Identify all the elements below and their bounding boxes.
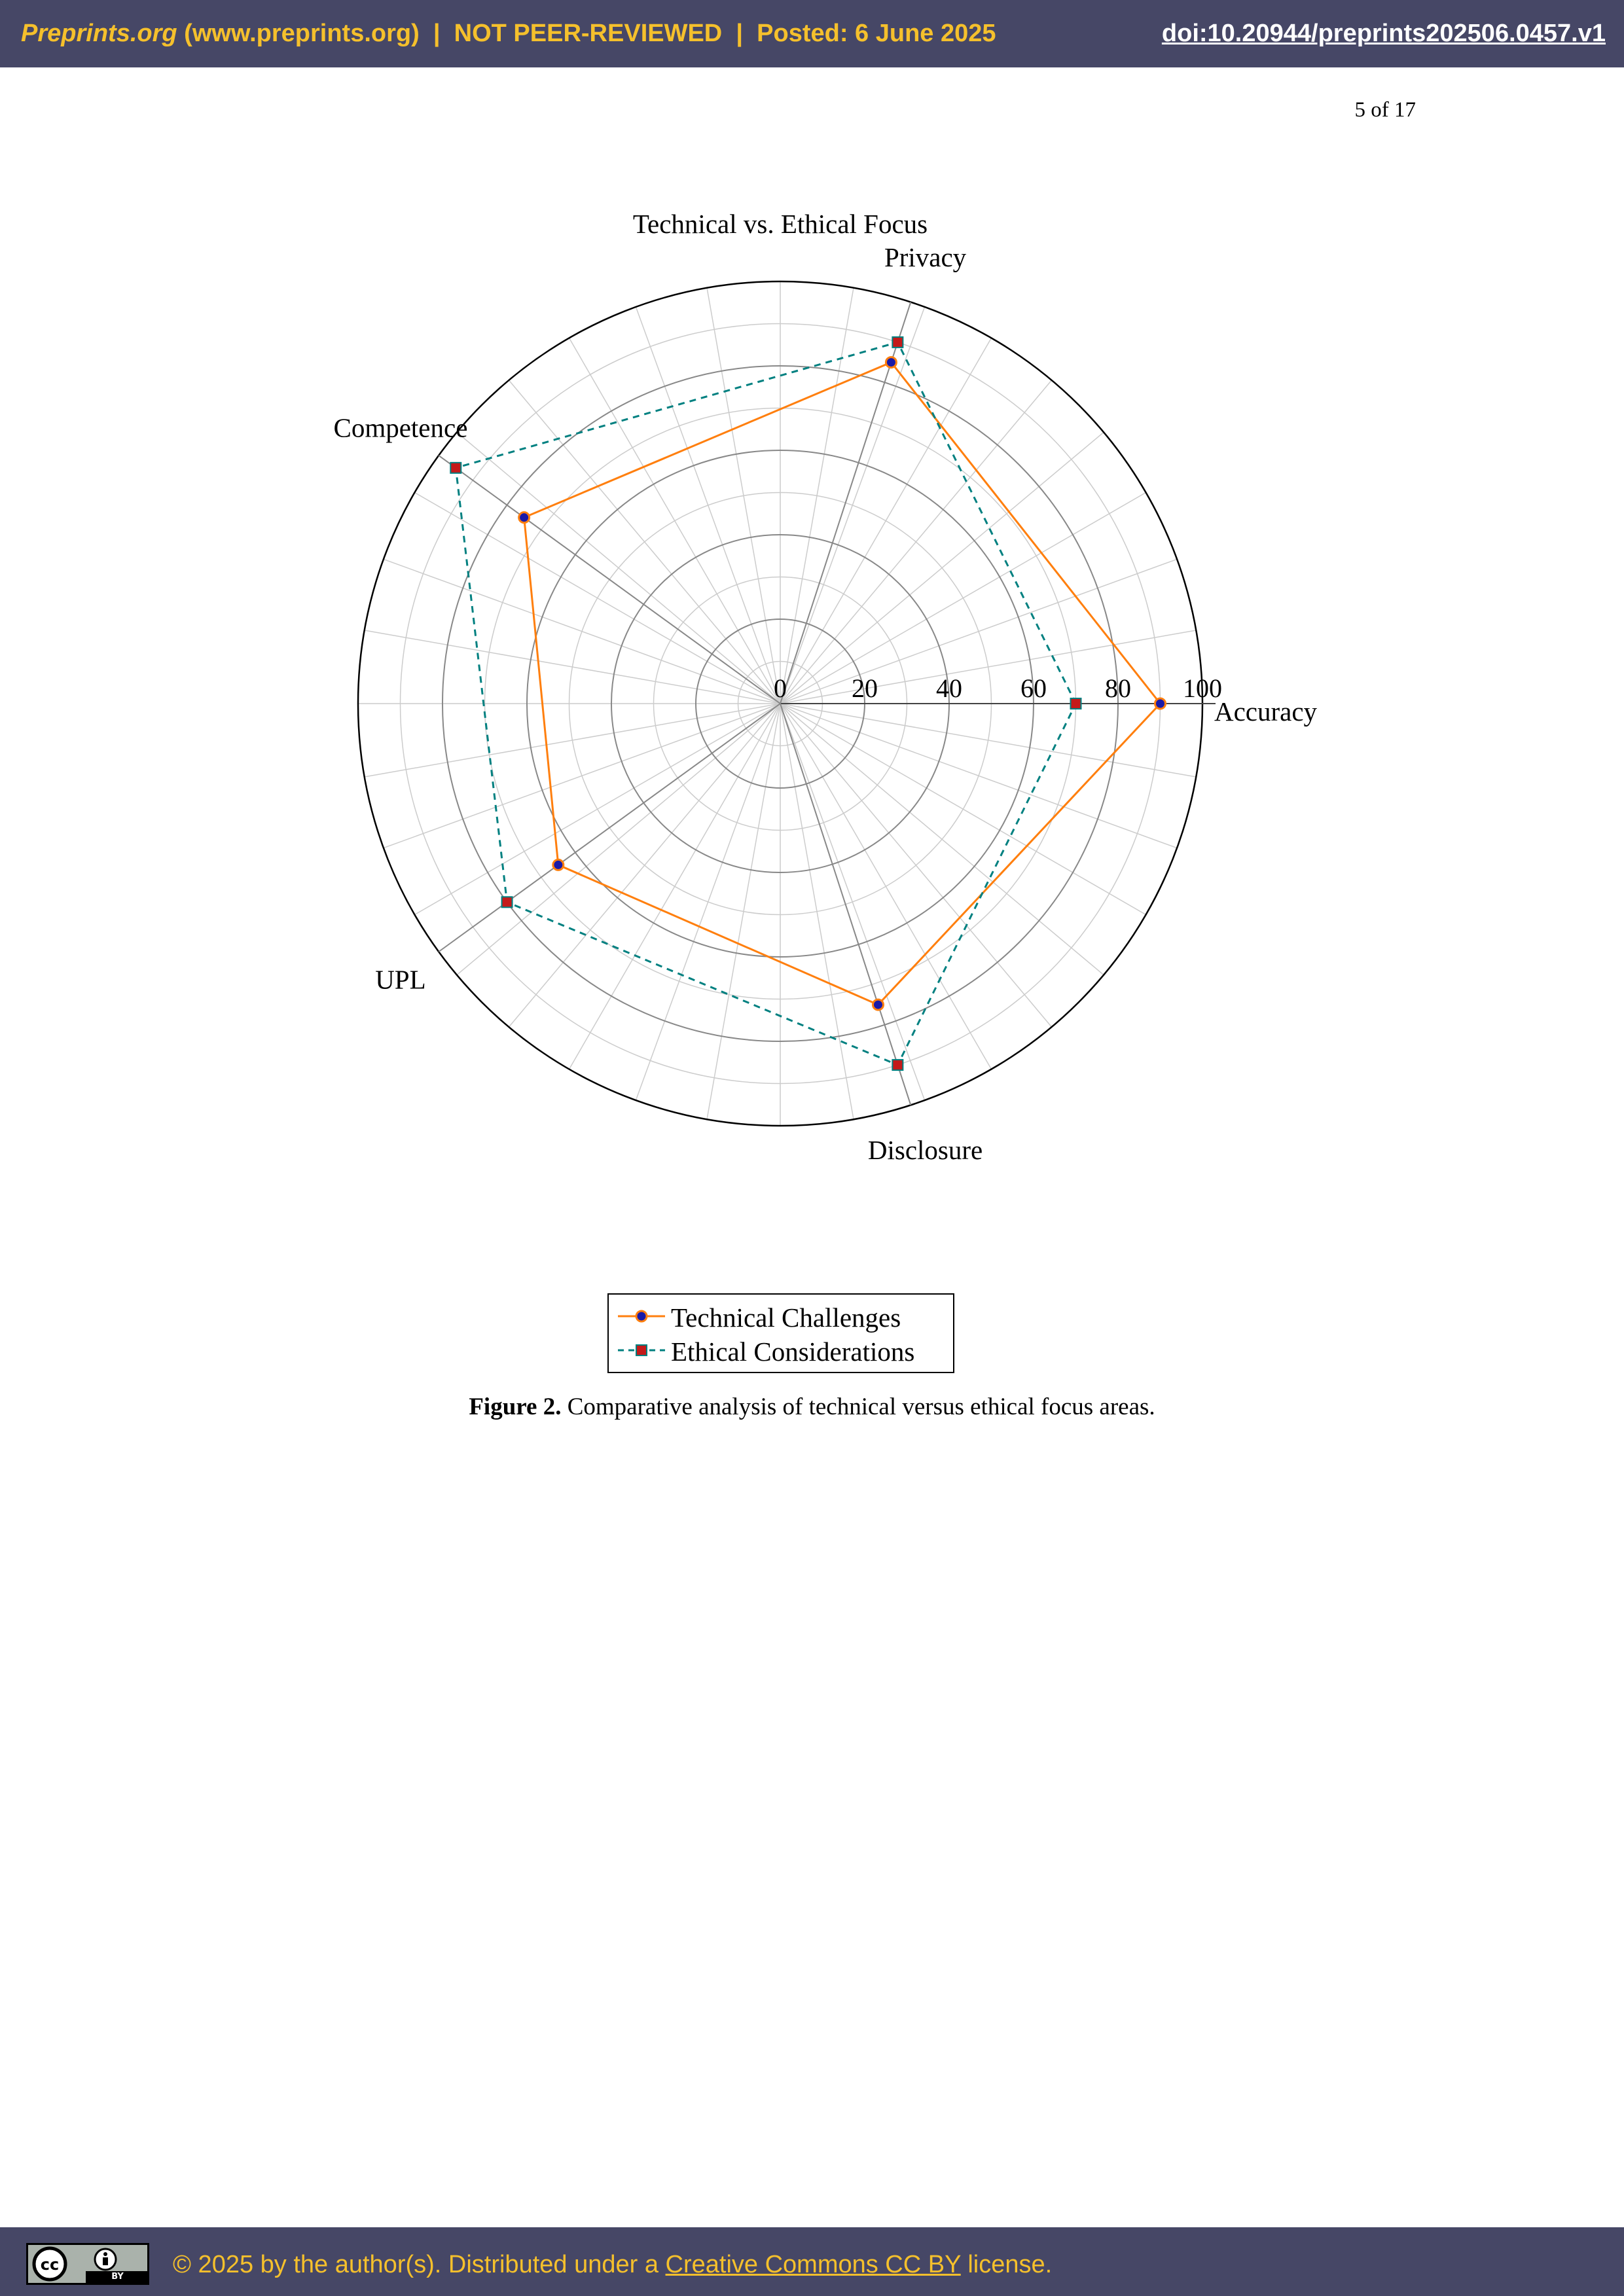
radial-tick-labels xyxy=(774,673,1222,703)
license-prefix: © 2025 by the author(s). Distributed under a xyxy=(173,2251,659,2278)
legend-entry-technical xyxy=(609,1299,953,1333)
svg-text:cc: cc xyxy=(40,2255,60,2274)
radial-tick-label: 60 xyxy=(1020,673,1047,703)
posted-date: Posted: 6 June 2025 xyxy=(757,20,996,47)
license-suffix: license. xyxy=(967,2251,1053,2278)
data-point-marker xyxy=(886,357,896,368)
figure-caption-text: Comparative analysis of technical versus ethical focus areas. xyxy=(567,1393,1155,1420)
peer-review-status: NOT PEER-REVIEWED xyxy=(454,20,723,47)
legend-swatch-ethical xyxy=(615,1333,668,1367)
chart-legend xyxy=(607,1293,954,1373)
header-separator: | xyxy=(433,20,441,47)
data-point-marker xyxy=(450,463,461,473)
axis-label: Accuracy xyxy=(1214,696,1318,726)
cc-by-link[interactable]: Creative Commons CC BY xyxy=(665,2251,961,2278)
axis-spoke xyxy=(439,704,780,952)
license-footer-bar xyxy=(0,2227,1624,2296)
site-url[interactable]: (www.preprints.org) xyxy=(184,20,420,47)
radar-grid xyxy=(358,281,1216,1126)
radial-tick-label: 20 xyxy=(852,673,878,703)
radial-tick-label: 40 xyxy=(936,673,962,703)
license-text xyxy=(173,2251,1052,2279)
radial-tick-label: 80 xyxy=(1105,673,1131,703)
radial-tick-label: 0 xyxy=(774,673,787,703)
data-point-marker xyxy=(553,859,564,870)
figure-caption xyxy=(0,1393,1624,1421)
axis-spoke xyxy=(439,456,780,704)
figure-label: Figure 2. xyxy=(469,1393,562,1420)
legend-entry-ethical xyxy=(609,1333,953,1367)
cc-by-badge[interactable] xyxy=(26,2243,149,2285)
axis-label: Privacy xyxy=(884,242,967,273)
axis-label: UPL xyxy=(375,964,426,995)
chart-title: Technical vs. Ethical Focus xyxy=(632,209,928,239)
data-point-marker xyxy=(873,999,883,1010)
axis-label: Disclosure xyxy=(867,1134,983,1165)
data-point-marker xyxy=(502,897,513,907)
legend-label: Ethical Considerations xyxy=(671,1336,915,1367)
doi-link[interactable]: doi:10.20944/preprints202506.0457.v1 xyxy=(1161,20,1606,47)
header-separator: | xyxy=(736,20,744,47)
axis-label: Competence xyxy=(333,412,468,443)
page-number: 5 of 17 xyxy=(1354,98,1416,122)
legend-label: Technical Challenges xyxy=(671,1302,901,1333)
data-point-marker xyxy=(1155,698,1166,709)
series-line-0 xyxy=(524,363,1161,1005)
data-point-marker xyxy=(519,512,530,523)
legend-swatch-technical xyxy=(615,1299,668,1333)
data-point-marker xyxy=(892,1060,903,1070)
brand-name[interactable]: Preprints.org xyxy=(21,20,177,47)
cc-badge-by: BY xyxy=(86,2271,149,2283)
data-point-marker xyxy=(1071,698,1081,709)
radial-tick-label: 100 xyxy=(1183,673,1222,703)
data-point-marker xyxy=(892,337,903,348)
